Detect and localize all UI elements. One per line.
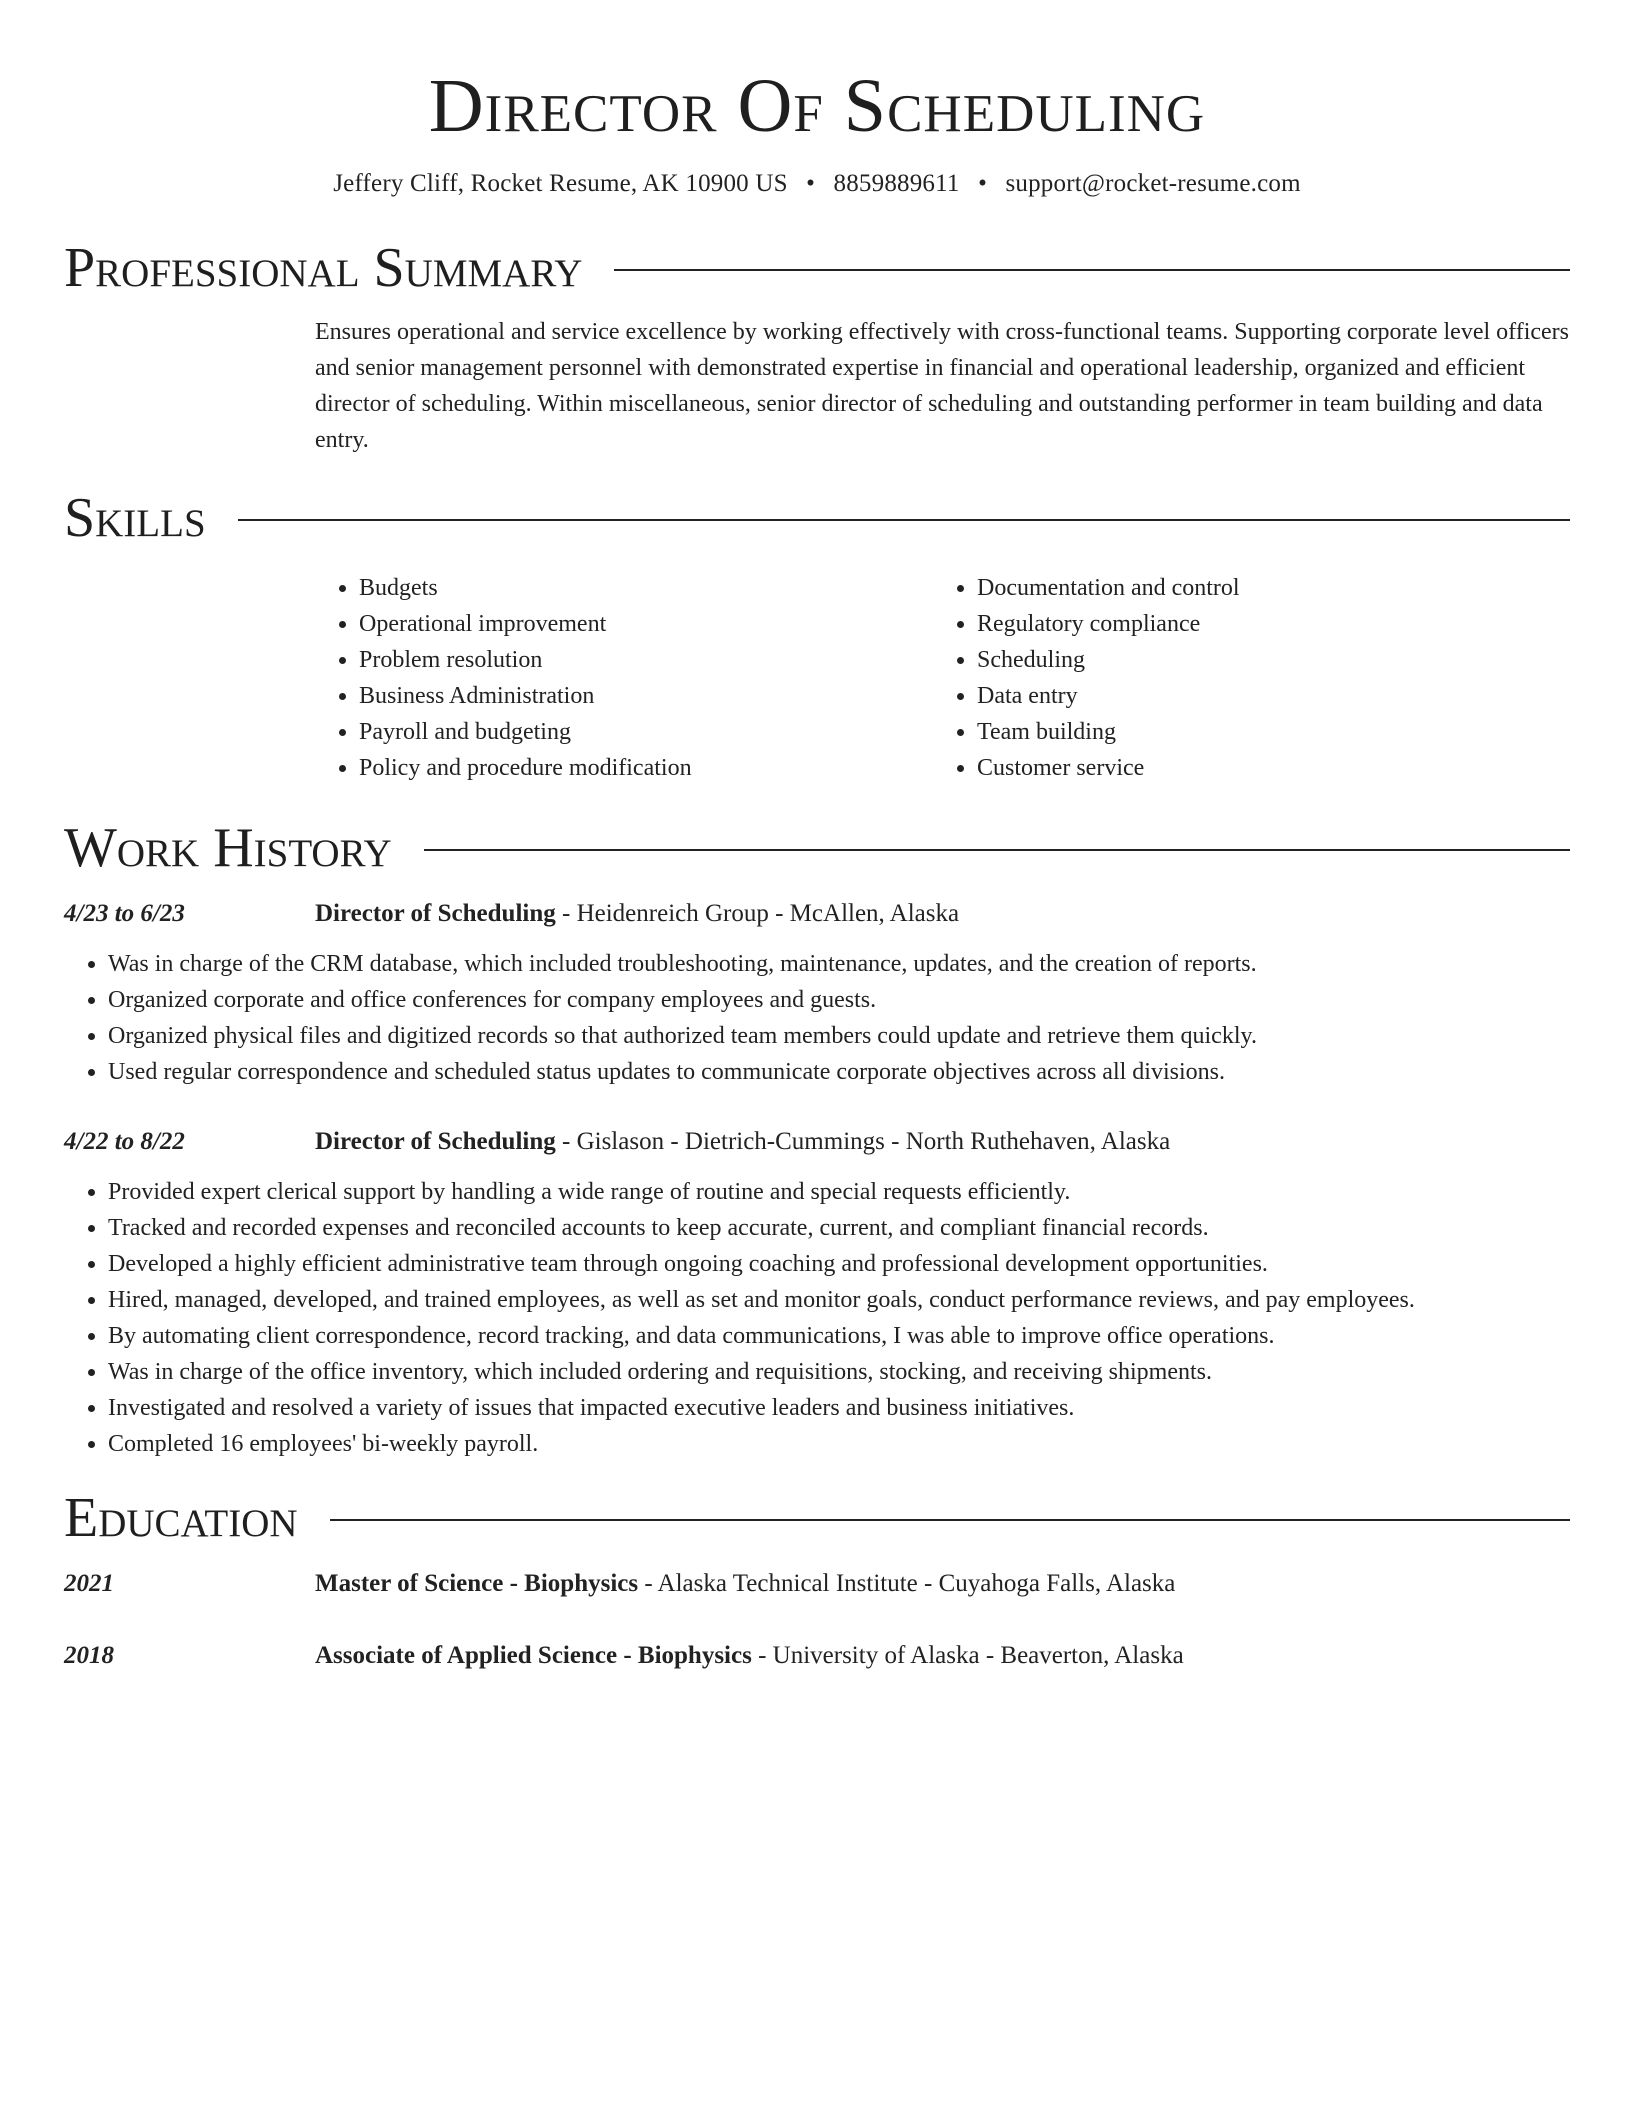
- job-bullet: • Tracked and recorded expenses and reconciled accounts to keep accurate, current, and compliant financial records.: [108, 1210, 1570, 1246]
- skill-item: • Operational improvement: [359, 606, 933, 642]
- job-bullet: • Provided expert clerical support by handling a wide range of routine and special requests efficiently.: [108, 1174, 1570, 1210]
- contact-separator: •: [978, 170, 988, 197]
- contact-separator: •: [806, 170, 816, 197]
- skill-item: • Scheduling: [977, 642, 1551, 678]
- skills-list-right: [933, 570, 1551, 786]
- job-bullet: • Used regular correspondence and scheduled status updates to communicate corporate objectives across all divisions.: [108, 1054, 1570, 1090]
- contact-email: support@rocket-resume.com: [1005, 170, 1301, 197]
- skill-item: • Customer service: [977, 750, 1551, 786]
- job-title: Director of Scheduling: [315, 900, 556, 927]
- job-bullet: • Was in charge of the CRM database, which included troubleshooting, maintenance, updates, and the creation of reports.: [108, 946, 1570, 982]
- education-year: 2018: [64, 1642, 114, 1669]
- job-title-line: [315, 1124, 1170, 1160]
- job-bullets: [64, 1174, 1570, 1462]
- job-dates: 4/22 to 8/22: [64, 1128, 185, 1155]
- job-employer: - Heidenreich Group - McAllen, Alaska: [555, 900, 960, 927]
- education-header: [64, 1566, 1570, 1602]
- skill-item: • Payroll and budgeting: [359, 714, 933, 750]
- education-year: 2021: [64, 1570, 114, 1597]
- job-bullet: • Investigated and resolved a variety of issues that impacted executive leaders and business initiatives.: [108, 1390, 1570, 1426]
- job-title: Director of Scheduling: [315, 1128, 556, 1155]
- job-entry: [64, 896, 1570, 1090]
- education-degree: Master of Science - Biophysics: [315, 1570, 639, 1597]
- job-bullet: • Organized corporate and office conferences for company employees and guests.: [108, 982, 1570, 1018]
- skills-heading: Skills: [64, 487, 206, 549]
- job-bullet: • Completed 16 employees' bi-weekly payroll.: [108, 1426, 1570, 1462]
- job-bullet: • Was in charge of the office inventory, which included ordering and requisitions, stocking, and receiving shipments.: [108, 1354, 1570, 1390]
- summary-text: Ensures operational and service excellence by working effectively with cross-functional teams. Supporting corporate level officers and senior management personnel with demonstrated expertise in financial and operational leadership, organized and efficient director of scheduling. Within miscellaneous, senior director of scheduling and outstanding performer in team building and data entry.: [315, 319, 1569, 453]
- skill-item: • Regulatory compliance: [977, 606, 1551, 642]
- job-entry: [64, 1124, 1570, 1462]
- contact-line: [64, 168, 1570, 200]
- education-school: - University of Alaska - Beaverton, Alaska: [751, 1642, 1184, 1669]
- skills-lists: [315, 570, 1570, 786]
- job-bullet: • Organized physical files and digitized records so that authorized team members could update and retrieve them quickly.: [108, 1018, 1570, 1054]
- education-school: - Alaska Technical Institute - Cuyahoga Falls, Alaska: [638, 1570, 1176, 1597]
- skill-item: • Policy and procedure modification: [359, 750, 933, 786]
- work-heading: Work History: [64, 817, 392, 879]
- contact-address: Jeffery Cliff, Rocket Resume, AK 10900 US: [333, 170, 788, 197]
- skill-item: • Data entry: [977, 678, 1551, 714]
- job-employer: - Gislason - Dietrich-Cummings - North Ruthehaven, Alaska: [555, 1128, 1171, 1155]
- summary-section-header: [64, 234, 1570, 302]
- job-bullets: [64, 946, 1570, 1090]
- education-section-header: [64, 1484, 1570, 1552]
- skill-item: • Team building: [977, 714, 1551, 750]
- skill-item: • Problem resolution: [359, 642, 933, 678]
- work-section-header: [64, 814, 1570, 882]
- section-divider: [330, 1519, 1570, 1521]
- education-entry: [64, 1638, 1570, 1674]
- section-divider: [614, 269, 1570, 271]
- job-title-line: [315, 896, 959, 932]
- job-bullet: • By automating client correspondence, record tracking, and data communications, I was able to improve office operations.: [108, 1318, 1570, 1354]
- job-dates: 4/23 to 6/23: [64, 900, 185, 927]
- education-title-line: [315, 1638, 1184, 1674]
- education-title-line: [315, 1566, 1175, 1602]
- education-header: [64, 1638, 1570, 1674]
- skill-item: • Business Administration: [359, 678, 933, 714]
- resume-page: [64, 0, 1570, 1674]
- job-header: [64, 1124, 1570, 1160]
- education-entry: [64, 1566, 1570, 1602]
- section-divider: [424, 849, 1570, 851]
- contact-phone: 8859889611: [833, 170, 960, 197]
- job-bullet: • Hired, managed, developed, and trained employees, as well as set and monitor goals, conduct performance reviews, and pay employees.: [108, 1282, 1570, 1318]
- job-bullet: • Developed a highly efficient administrative team through ongoing coaching and professional development opportunities.: [108, 1246, 1570, 1282]
- section-divider: [238, 519, 1570, 521]
- resume-name-title: Director Of Scheduling: [428, 64, 1206, 148]
- skills-section-header: [64, 484, 1570, 552]
- skills-list-left: [315, 570, 933, 786]
- education-heading: Education: [64, 1487, 298, 1549]
- job-header: [64, 896, 1570, 932]
- education-degree: Associate of Applied Science - Biophysics: [315, 1642, 752, 1669]
- skill-item: • Documentation and control: [977, 570, 1551, 606]
- summary-heading: Professional Summary: [64, 237, 583, 299]
- skill-item: • Budgets: [359, 570, 933, 606]
